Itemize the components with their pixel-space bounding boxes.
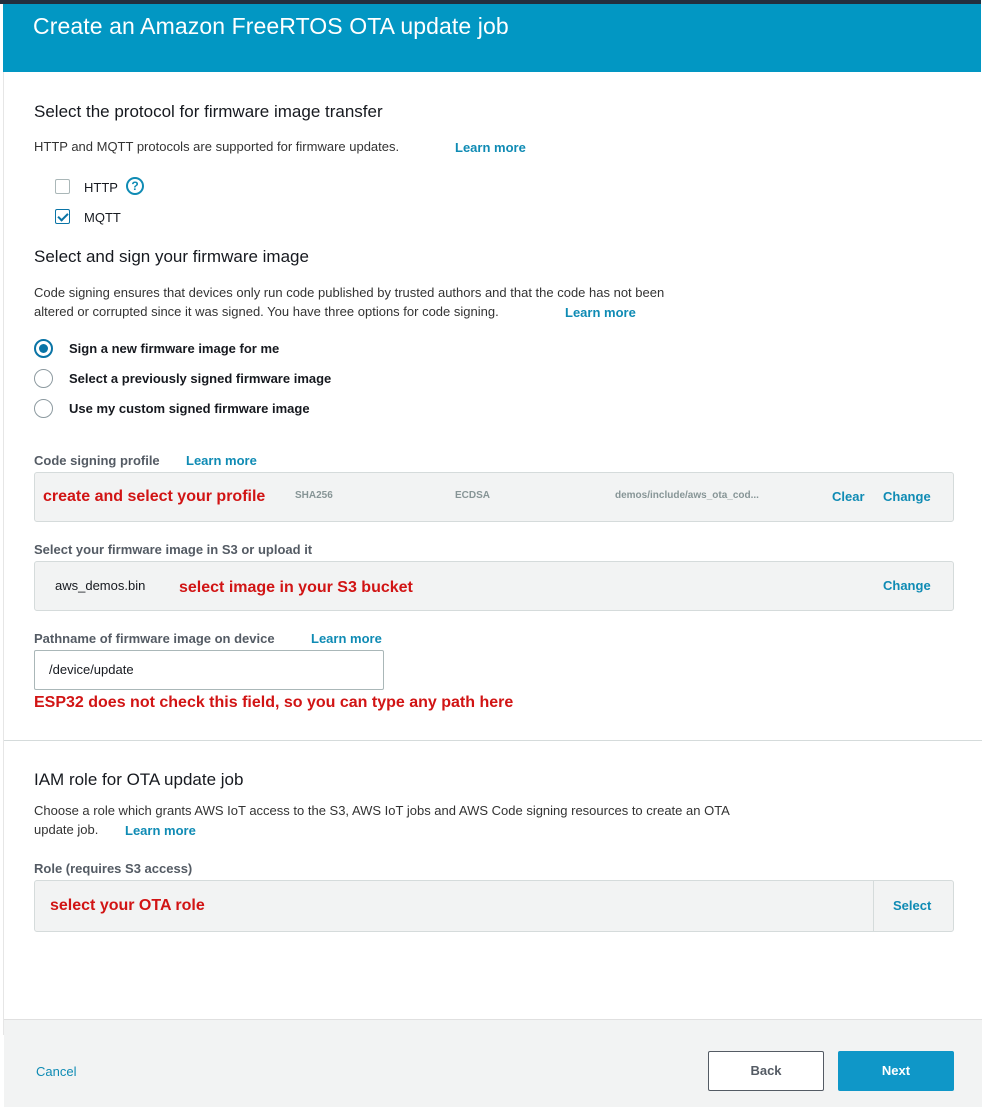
firmware-s3-label: Select your firmware image in S3 or upload it	[34, 542, 313, 557]
firmware-description-line2: altered or corrupted since it was signed. You have three options for code signing.	[34, 304, 499, 319]
firmware-s3-annotation: select image in your S3 bucket	[179, 579, 413, 596]
iam-role-description-line2: update job.	[34, 822, 99, 837]
role-box[interactable]	[34, 880, 954, 932]
previously-signed-radio-label: Select a previously signed firmware image	[69, 371, 332, 386]
section-divider	[4, 740, 982, 741]
http-checkbox-label: HTTP	[84, 180, 118, 195]
protocol-heading: Select the protocol for firmware image transfer	[34, 102, 383, 121]
code-signing-profile-box[interactable]	[34, 472, 954, 522]
sign-new-radio[interactable]	[34, 339, 53, 358]
role-annotation: select your OTA role	[50, 897, 205, 914]
firmware-learn-more-link[interactable]: Learn more	[565, 305, 636, 320]
pathname-annotation: ESP32 does not check this field, so you can type any path here	[34, 694, 514, 711]
help-icon[interactable]: ?	[126, 177, 144, 195]
firmware-change-button[interactable]: Change	[883, 578, 931, 593]
back-button[interactable]: Back	[708, 1051, 824, 1091]
footer-bar	[4, 1019, 982, 1107]
profile-clear-button[interactable]: Clear	[832, 489, 865, 504]
pathname-learn-more-link[interactable]: Learn more	[311, 631, 382, 646]
profile-algorithm: ECDSA	[455, 490, 491, 501]
protocol-description: HTTP and MQTT protocols are supported for firmware updates.	[34, 139, 400, 154]
sign-new-radio-label: Sign a new firmware image for me	[69, 341, 280, 356]
page-header	[3, 4, 981, 72]
mqtt-checkbox[interactable]	[55, 209, 70, 224]
cancel-link[interactable]: Cancel	[36, 1064, 77, 1079]
pathname-input[interactable]: /device/update	[34, 650, 384, 690]
firmware-s3-box[interactable]	[34, 561, 954, 611]
previously-signed-radio[interactable]	[34, 369, 53, 388]
firmware-description-line1: Code signing ensures that devices only run code published by trusted authors and that the code has not been	[34, 285, 665, 300]
iam-role-heading: IAM role for OTA update job	[34, 770, 244, 789]
iam-role-description-line1: Choose a role which grants AWS IoT access to the S3, AWS IoT jobs and AWS Code signing resources to create an OTA	[34, 803, 730, 818]
protocol-learn-more-link[interactable]: Learn more	[455, 140, 526, 155]
iam-role-learn-more-link[interactable]: Learn more	[125, 823, 196, 838]
mqtt-checkbox-label: MQTT	[84, 210, 121, 225]
firmware-heading: Select and sign your firmware image	[34, 247, 309, 266]
profile-annotation: create and select your profile	[43, 488, 266, 505]
next-button[interactable]: Next	[838, 1051, 954, 1091]
http-checkbox[interactable]	[55, 179, 70, 194]
role-field-label: Role (requires S3 access)	[34, 861, 193, 876]
profile-hash: SHA256	[295, 490, 333, 501]
profile-cert-path: demos/include/aws_ota_cod...	[615, 490, 759, 501]
pathname-label: Pathname of firmware image on device	[34, 631, 275, 646]
custom-signed-radio[interactable]	[34, 399, 53, 418]
custom-signed-radio-label: Use my custom signed firmware image	[69, 401, 310, 416]
code-signing-learn-more-link[interactable]: Learn more	[186, 453, 257, 468]
firmware-filename: aws_demos.bin	[55, 578, 146, 593]
form-page	[3, 72, 981, 1079]
profile-change-button[interactable]: Change	[883, 489, 931, 504]
code-signing-profile-label: Code signing profile	[34, 453, 160, 468]
role-select-divider	[873, 881, 874, 931]
role-select-button[interactable]: Select	[893, 898, 932, 913]
page-title: Create an Amazon FreeRTOS OTA update job	[33, 13, 509, 39]
